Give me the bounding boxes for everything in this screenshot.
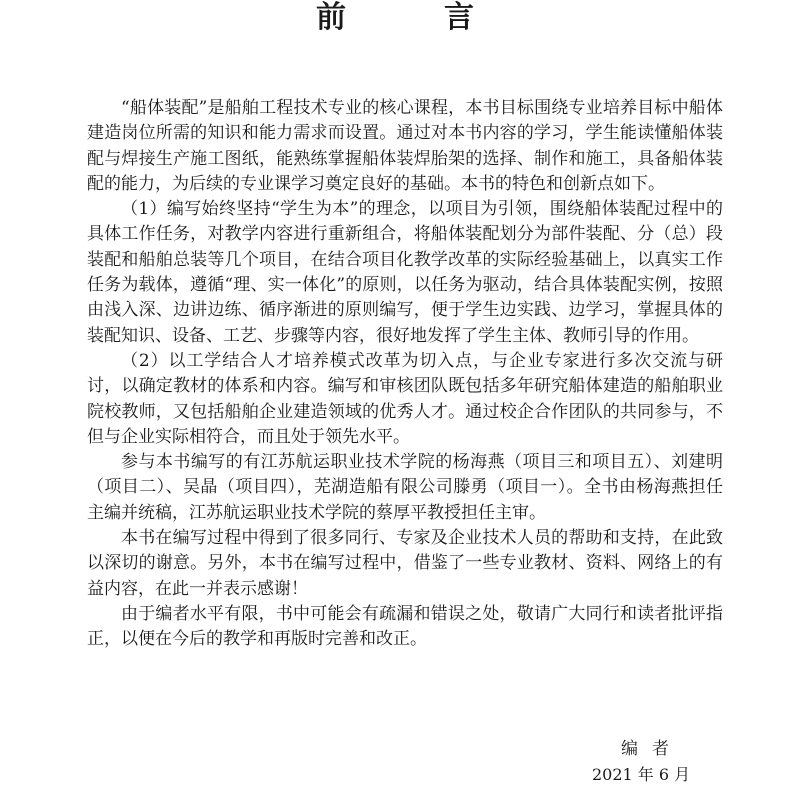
paragraph-intro: “船体装配”是船舶工程技术专业的核心课程，本书目标围绕专业培养目标中船体建造岗位所需的知识和能力需求而设置。通过对本书内容的学习，学生能读懂船体装配与焊接生产施工图纸，能熟练掌握船体装焊胎架的选择、制作和施工，具备船体装配的能力，为后续的专业课学习奠定良好的基础。本书的特色和创新点如下。 — [87, 98, 723, 194]
paragraph-feature-2: （2）以工学结合人才培养模式改革为切入点，与企业专家进行多次交流与研讨，以确定教材的体系和内容。编写和审核团队既包括多年研究船体建造的船舶职业院校教师，又包括船舶企业建造领域的优秀人才。通过校企合作团队的共同参与，不但与企业实际相符合，而且处于领先水平。 — [87, 350, 723, 447]
paragraph-closing: 由于编者水平有限，书中可能会有疏漏和错误之处，敬请广大同行和读者批评指正，以便在今后的教学和再版时完善和改正。 — [87, 603, 723, 650]
paragraph-feature-1: （1）编写始终坚持“学生为本”的理念，以项目为引领，围绕船体装配过程中的具体工作任务，对教学内容进行重新组合，将船体装配划分为部件装配、分（总）段装配和船舶总装等几个项目，在结合项目化教学改革的实际经验基础上，以真实工作任务为载体，遵循“理、实一体化”的原则，以任务为驱动，结合具体装配实例，按照由浅入深、边讲边练、循序渐进的原则编写，便于学生边实践、边学习，掌握具体的装配知识、设备、工艺、步骤等内容，很好地发挥了学生主体、教师引导的作用。 — [87, 199, 723, 346]
date: 2021 年 6 月 — [592, 765, 691, 784]
preface-body — [87, 96, 723, 653]
paragraph-acknowledgement: 本书在编写过程中得到了很多同行、专家及企业技术人员的帮助和支持，在此致以深切的谢意。另外，本书在编写过程中，借鉴了一些专业教材、资料、网络上的有益内容，在此一并表示感谢！ — [87, 528, 723, 599]
page-title: 前 言 — [316, 0, 508, 35]
paragraph-authors: 参与本书编写的有江苏航运职业技术学院的杨海燕（项目三和项目五）、刘建明（项目二）、吴晶（项目四），芜湖造船有限公司滕勇（项目一）。全书由杨海燕担任主编并统稿，江苏航运职业技术学院的蔡厚平教授担任主审。 — [87, 452, 723, 523]
signature: 编者 — [621, 739, 683, 759]
